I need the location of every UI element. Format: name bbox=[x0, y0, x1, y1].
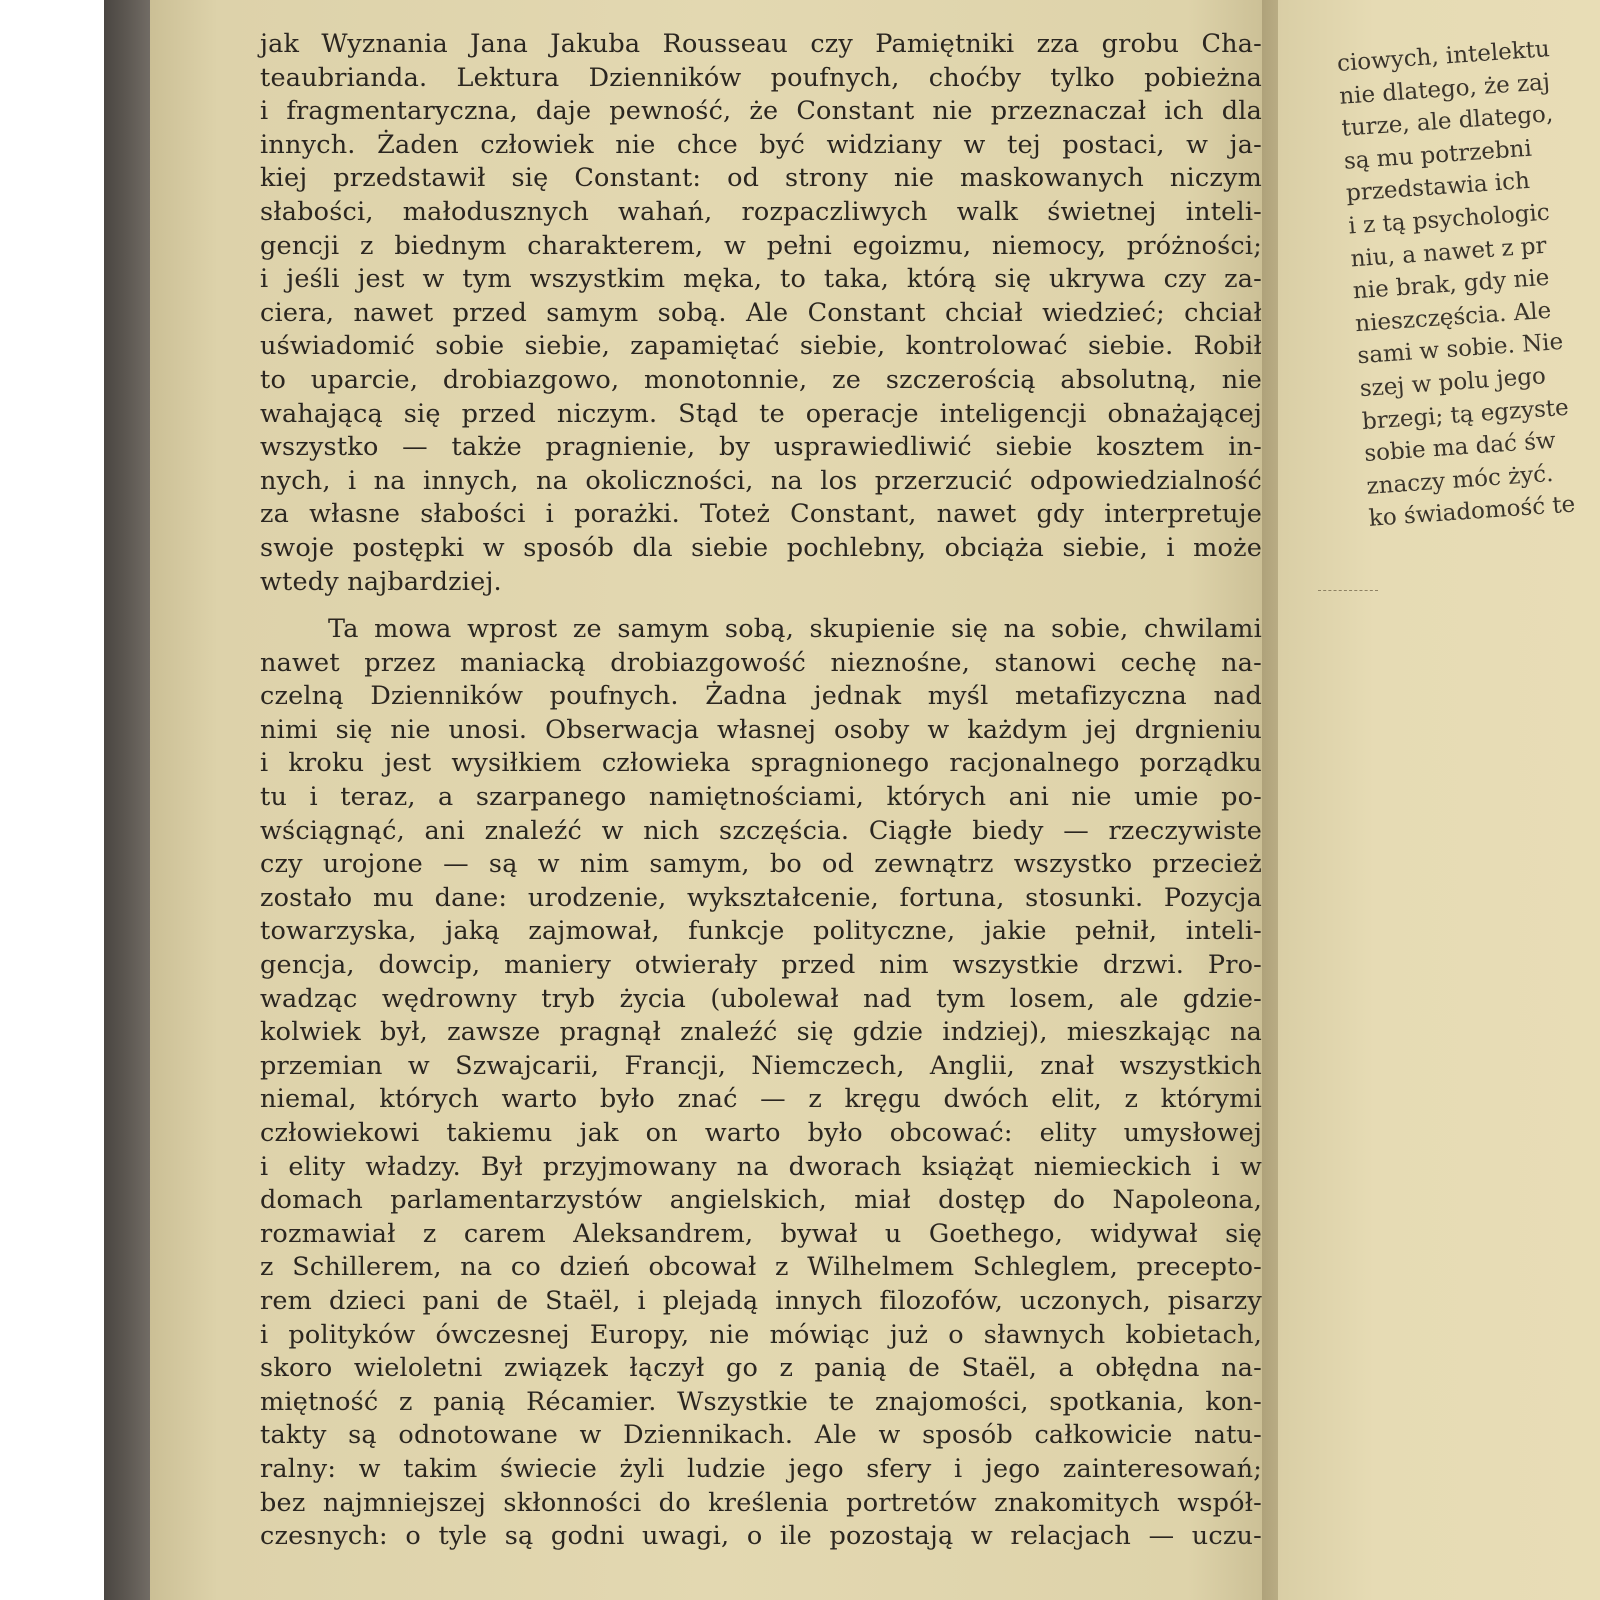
text-line: miętność z panią Récamier. Wszystkie te znajomości, spotkania, kon- bbox=[260, 1386, 1262, 1417]
text-line: czesnych: o tyle są godni uwagi, o ile pozostają w relacjach — uczu- bbox=[260, 1521, 1262, 1552]
text-line: nie brak, gdy nie bbox=[1352, 264, 1551, 305]
text-line: gencji z biednym charakterem, w pełni egoizmu, niemocy, próżności; bbox=[260, 230, 1262, 261]
text-line: sobie ma dać św bbox=[1363, 427, 1557, 468]
text-line: rozmawiał z carem Aleksandrem, bywał u Goethego, widywał się bbox=[260, 1218, 1262, 1249]
text-line: i fragmentaryczna, daje pewność, że Constant nie przeznaczał ich dla bbox=[260, 96, 1262, 127]
text-line: i jeśli jest w tym wszystkim męka, to taka, którą się ukrywa czy za- bbox=[260, 264, 1262, 295]
text-line: i z tą psychologic bbox=[1347, 199, 1551, 240]
text-line: brzegi; tą egzyste bbox=[1361, 394, 1570, 435]
text-line: czelną Dzienników poufnych. Żadna jednak myśl metafizyczna nad bbox=[260, 681, 1262, 712]
left-page bbox=[150, 0, 1278, 1600]
text-line: są mu potrzebni bbox=[1343, 135, 1533, 175]
text-line: z Schillerem, na co dzień obcował z Wilhelmem Schleglem, precepto- bbox=[260, 1252, 1262, 1283]
text-line: ko świadomość te bbox=[1368, 491, 1577, 533]
text-line: niemal, których warto było znać — z kręgu dwóch elit, z którymi bbox=[260, 1084, 1262, 1115]
text-line: wtedy najbardziej. bbox=[260, 566, 502, 597]
text-line: i kroku jest wysiłkiem człowieka spragnionego racjonalnego porządku bbox=[260, 748, 1262, 779]
pencil-mark bbox=[1318, 590, 1378, 592]
text-line: czy urojone — są w nim samym, bo od zewnątrz wszystko przecież bbox=[260, 849, 1262, 880]
left-page-text bbox=[260, 28, 1262, 1554]
text-line: niu, a nawet z pr bbox=[1349, 232, 1548, 273]
text-line: innych. Żaden człowiek nie chce być widziany w tej postaci, w ja- bbox=[260, 129, 1262, 160]
right-page-text bbox=[1336, 30, 1600, 536]
text-line: nieszczęścia. Ale bbox=[1354, 297, 1552, 338]
text-line: sami w sobie. Nie bbox=[1356, 329, 1565, 370]
text-line: uświadomić sobie siebie, zapamiętać siebie, kontrolować siebie. Robił bbox=[260, 331, 1262, 362]
text-line: turze, ale dlatego, bbox=[1340, 101, 1554, 142]
text-line: rem dzieci pani de Staël, i plejadą innych filozofów, uczonych, pisarzy bbox=[260, 1285, 1262, 1316]
right-page bbox=[1278, 0, 1600, 1600]
text-line: takty są odnotowane w Dziennikach. Ale w sposób całkowicie natu- bbox=[260, 1420, 1262, 1451]
text-line: skoro wieloletni związek łączył go z panią de Staël, a obłędna na- bbox=[260, 1353, 1262, 1384]
text-line: zostało mu dane: urodzenie, wykształcenie, fortuna, stosunki. Pozycja bbox=[260, 882, 1262, 913]
text-line: Ta mowa wprost ze samym sobą, skupienie się na sobie, chwilami bbox=[328, 614, 1262, 645]
text-line: wadząc wędrowny tryb życia (ubolewał nad tym losem, ale gdzie- bbox=[260, 983, 1262, 1014]
text-line: za własne słabości i porażki. Toteż Constant, nawet gdy interpretuje bbox=[260, 499, 1262, 530]
text-line: gencja, dowcip, maniery otwierały przed nim wszystkie drzwi. Pro- bbox=[260, 950, 1262, 981]
text-line: ciera, nawet przed samym sobą. Ale Constant chciał wiedzieć; chciał bbox=[260, 297, 1262, 328]
text-line: bez najmniejszej skłonności do kreślenia portretów znakomitych współ- bbox=[260, 1487, 1262, 1518]
book-spine bbox=[104, 0, 156, 1600]
text-line: to uparcie, drobiazgowo, monotonnie, ze szczerością absolutną, nie bbox=[260, 364, 1262, 395]
text-line: kiej przedstawił się Constant: od strony nie maskowanych niczym bbox=[260, 163, 1262, 194]
text-line: nawet przez maniacką drobiazgowość nieznośne, stanowi cechę na- bbox=[260, 647, 1262, 678]
text-line: wszystko — także pragnienie, by usprawiedliwić siebie kosztem in- bbox=[260, 432, 1262, 463]
text-line: wahającą się przed niczym. Stąd te operacje inteligencji obnażającej bbox=[260, 398, 1262, 429]
text-line: ciowych, intelektu bbox=[1336, 36, 1551, 77]
text-line: słabości, małodusznych wahań, rozpaczliwych walk świetnej inteli- bbox=[260, 196, 1262, 227]
text-line: kolwiek był, zawsze pragnął znaleźć się gdzie indziej), mieszkając na bbox=[260, 1017, 1262, 1048]
text-line: człowiekowi takiemu jak on warto było obcować: elity umysłowej bbox=[260, 1118, 1262, 1148]
paragraph-1 bbox=[260, 28, 1262, 599]
paragraph-2 bbox=[260, 613, 1262, 1554]
text-line: ralny: w takim świecie żyli ludzie jego sfery i jego zainteresowań; bbox=[260, 1453, 1262, 1484]
text-line: i elity władzy. Był przyjmowany na dworach książąt niemieckich i w bbox=[260, 1151, 1262, 1182]
text-line: teaubrianda. Lektura Dzienników poufnych, choćby tylko pobieżna bbox=[260, 62, 1262, 93]
text-line: przedstawia ich bbox=[1345, 168, 1531, 207]
text-line: tu i teraz, a szarpanego namiętnościami, których ani nie umie po- bbox=[260, 782, 1262, 813]
text-line: towarzyska, jaką zajmował, funkcje polityczne, jakie pełnił, inteli- bbox=[260, 916, 1262, 947]
text-line: przemian w Szwajcarii, Francji, Niemczech, Anglii, znał wszystkich bbox=[260, 1050, 1262, 1081]
text-line: domach parlamentarzystów angielskich, miał dostęp do Napoleona, bbox=[260, 1185, 1262, 1216]
text-line: nie dlatego, że zaj bbox=[1338, 68, 1551, 110]
text-line: i polityków ówczesnej Europy, nie mówiąc już o sławnych kobietach, bbox=[260, 1319, 1262, 1350]
text-line: nych, i na innych, na okoliczności, na los przerzucić odpowiedzialność bbox=[260, 465, 1262, 496]
text-line: swoje postępki w sposób dla siebie pochlebny, obciąża siebie, i może bbox=[260, 532, 1262, 563]
text-line: szej w polu jego bbox=[1358, 363, 1547, 403]
text-line: wściągnąć, ani znaleźć w nich szczęścia. Ciągłe biedy — rzeczywiste bbox=[260, 815, 1262, 846]
text-line: znaczy móc żyć. bbox=[1365, 460, 1555, 500]
text-line: jak Wyznania Jana Jakuba Rousseau czy Pamiętniki zza grobu Cha- bbox=[260, 29, 1262, 59]
text-line: nimi się nie unosi. Obserwacja własnej osoby w każdym jej drgnieniu bbox=[260, 714, 1262, 745]
